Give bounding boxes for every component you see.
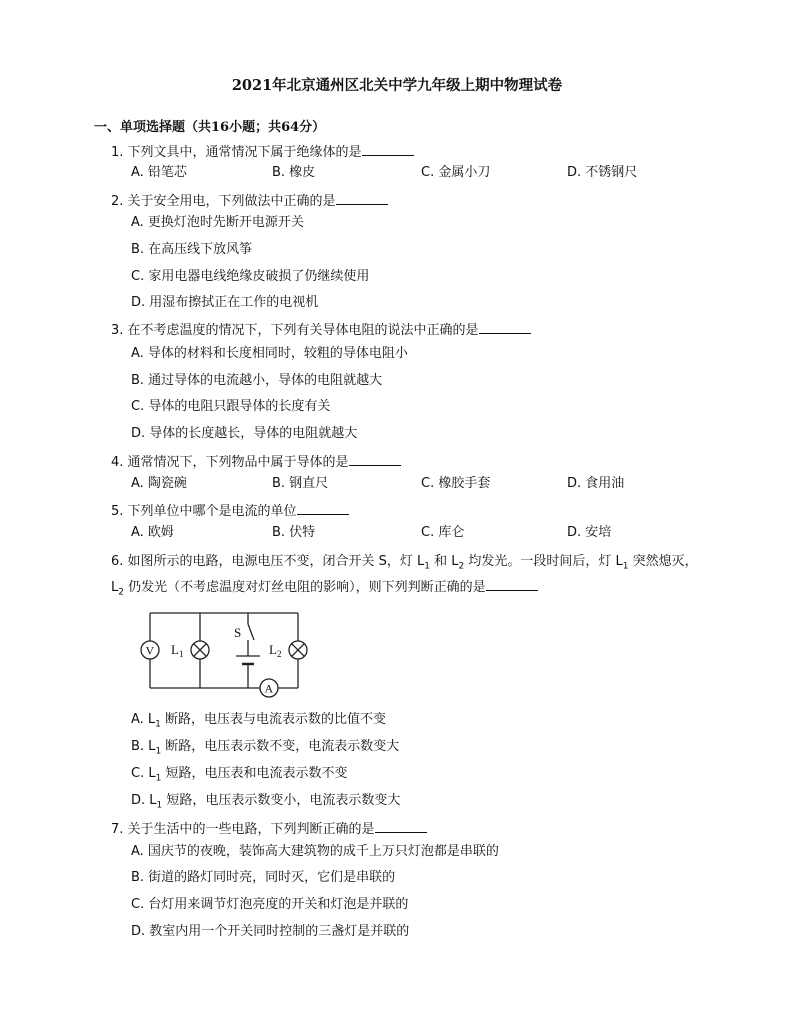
answer-blank xyxy=(349,453,401,466)
option-text: C. L xyxy=(131,766,156,781)
question-7-stem: 7. 关于生活中的一些电路，下列判断正确的是 xyxy=(111,822,375,837)
option-7b: B. 街道的路灯同时亮，同时灭，它们是串联的 xyxy=(131,870,396,885)
lamp-l2-label xyxy=(269,642,281,659)
answer-blank xyxy=(479,321,531,334)
answer-blank xyxy=(375,820,427,833)
option-2a: A. 更换灯泡时先断开电源开关 xyxy=(131,215,304,230)
option-3b: B. 通过导体的电流越小，导体的电阻就越大 xyxy=(131,373,383,388)
subscript: 2 xyxy=(458,561,465,572)
switch-lever xyxy=(248,624,254,640)
option-1b: B. 橡皮 xyxy=(272,165,316,180)
question-2-stem: 2. 关于安全用电，下列做法中正确的是 xyxy=(111,194,336,209)
option-7a: A. 国庆节的夜晚，装饰高大建筑物的成千上万只灯泡都是串联的 xyxy=(131,844,499,859)
question-4-stem: 4. 通常情况下，下列物品中属于导体的是 xyxy=(111,455,349,470)
lamp-letter: L xyxy=(171,642,179,657)
answer-blank xyxy=(362,143,414,156)
page-title: 2021年北京通州区北关中学九年级上期中物理试卷 xyxy=(231,77,563,94)
option-4b: B. 钢直尺 xyxy=(272,476,329,491)
option-5a: A. 欧姆 xyxy=(131,525,174,540)
circuit-diagram xyxy=(128,608,318,698)
option-1d: D. 不锈钢尺 xyxy=(567,165,638,180)
option-7d: D. 教室内用一个开关同时控制的三盏灯是并联的 xyxy=(131,924,410,939)
option-text: D. L xyxy=(131,793,157,808)
question-6-line2 xyxy=(111,578,538,602)
answer-blank xyxy=(336,192,388,205)
answer-blank xyxy=(297,502,349,515)
question-7 xyxy=(111,820,427,839)
lamp-letter: L xyxy=(269,642,277,657)
option-2b: B. 在高压线下放风筝 xyxy=(131,242,253,257)
option-6d xyxy=(131,792,400,815)
option-3d: D. 导体的长度越长，导体的电阻就越大 xyxy=(131,426,358,441)
switch-label: S xyxy=(234,625,242,640)
option-1a: A. 铅笔芯 xyxy=(131,165,187,180)
option-text: 短路，电压表和电流表示数不变 xyxy=(161,766,348,781)
subscript: 1 xyxy=(622,561,629,572)
option-2d: D. 用湿布擦拭正在工作的电视机 xyxy=(131,295,319,310)
option-5d: D. 安培 xyxy=(567,525,612,540)
lamp-l1-label xyxy=(171,642,183,659)
subscript: 1 xyxy=(155,719,161,730)
voltmeter-label: V xyxy=(145,643,155,658)
question-6 xyxy=(111,553,698,576)
question-4 xyxy=(111,453,401,472)
question-5-stem: 5. 下列单位中哪个是电流的单位 xyxy=(111,504,297,519)
subscript: 2 xyxy=(276,649,282,659)
option-3a: A. 导体的材料和长度相同时，较粗的导体电阻小 xyxy=(131,346,408,361)
option-6a xyxy=(131,711,386,734)
option-6c xyxy=(131,765,347,788)
option-7c: C. 台灯用来调节灯泡亮度的开关和灯泡是并联的 xyxy=(131,897,409,912)
option-text: B. L xyxy=(131,739,156,754)
subscript: 1 xyxy=(155,773,162,784)
option-2c: C. 家用电器电线绝缘皮破损了仍继续使用 xyxy=(131,269,370,284)
question-2 xyxy=(111,192,388,211)
option-3c: C. 导体的电阻只跟导体的长度有关 xyxy=(131,399,331,414)
ammeter-label: A xyxy=(264,681,274,696)
option-text: A. L xyxy=(131,712,156,727)
option-1c: C. 金属小刀 xyxy=(421,165,491,180)
subscript: 1 xyxy=(424,561,431,572)
question-1-stem: 1. 下列文具中，通常情况下属于绝缘体的是 xyxy=(111,145,362,160)
option-4c: C. 橡胶手套 xyxy=(421,476,491,491)
question-6-stem: 均发光。一段时间后，灯 L xyxy=(464,554,623,569)
answer-blank xyxy=(486,578,538,591)
option-5c: C. 库仑 xyxy=(421,525,465,540)
question-6-stem: L xyxy=(111,580,119,595)
question-3-stem: 3. 在不考虑温度的情况下，下列有关导体电阻的说法中正确的是 xyxy=(111,323,479,338)
question-6-stem: 突然熄灭， xyxy=(628,554,698,569)
subscript: 1 xyxy=(156,800,163,811)
question-5 xyxy=(111,502,349,521)
option-text: 短路，电压表示数变小，电流表示数变大 xyxy=(162,793,401,808)
section-heading: 一、单项选择题（共16小题；共64分） xyxy=(94,120,326,135)
question-3 xyxy=(111,321,531,340)
subscript: 2 xyxy=(118,587,124,598)
subscript: 1 xyxy=(178,649,184,659)
option-6b xyxy=(131,738,399,761)
question-6-stem: 6. 如图所示的电路，电源电压不变，闭合开关 S，灯 L xyxy=(111,554,425,569)
option-4a: A. 陶瓷碗 xyxy=(131,476,187,491)
question-6-stem: 仍发光（不考虑温度对灯丝电阻的影响），则下列判断正确的是 xyxy=(123,580,486,595)
option-text: 断路，电压表与电流表示数的比值不变 xyxy=(160,712,387,727)
question-6-stem: 和 L xyxy=(430,554,459,569)
option-5b: B. 伏特 xyxy=(272,525,316,540)
option-text: 断路，电压表示数不变，电流表示数变大 xyxy=(161,739,400,754)
subscript: 1 xyxy=(155,746,162,757)
question-1 xyxy=(111,143,414,162)
option-4d: D. 食用油 xyxy=(567,476,625,491)
